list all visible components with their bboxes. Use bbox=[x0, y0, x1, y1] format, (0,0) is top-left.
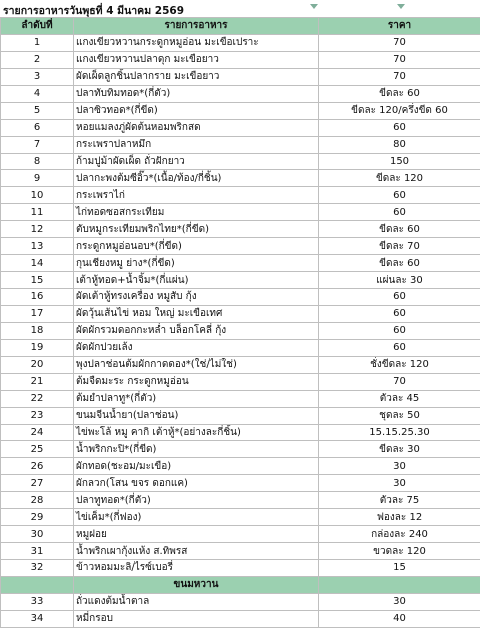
cell-price[interactable]: 15.15.25.30 bbox=[319, 424, 480, 441]
cell-no[interactable]: 24 bbox=[1, 424, 74, 441]
table-row bbox=[1, 153, 480, 170]
cell-item[interactable]: ไข่พะโล้ หมู คากิ เต้าหู้*(อย่างละกี่ชิ้น) bbox=[74, 424, 319, 441]
cell-item[interactable]: ผัดวุ้นเส้นไข่ หอม ใหญ่ มะเขือเทศ bbox=[74, 305, 319, 322]
cell-item[interactable]: ผัดผักรวมดอกกะหล่ำ บล็อกโคลี่ กุ้ง bbox=[74, 322, 319, 339]
cell-item[interactable]: ต้มยำปลาทู*(กี่ตัว) bbox=[74, 390, 319, 407]
cell-price[interactable]: 70 bbox=[319, 34, 480, 51]
cell-no[interactable]: 11 bbox=[1, 204, 74, 221]
cell-item[interactable]: ผัดเต้าหู้ทรงเครื่อง หมูสับ กุ้ง bbox=[74, 289, 319, 306]
section-title[interactable]: ขนมหวาน bbox=[74, 576, 319, 593]
table-row bbox=[1, 204, 480, 221]
cell-no[interactable]: 3 bbox=[1, 68, 74, 85]
cell-item[interactable]: หอยแมลงภู่ผัดต้นหอมพริกสด bbox=[74, 119, 319, 136]
table-row bbox=[1, 373, 480, 390]
cell-item[interactable]: ผักทอด(ชะอม/มะเขือ) bbox=[74, 458, 319, 475]
table-row bbox=[1, 458, 480, 475]
cell-price[interactable]: 15 bbox=[319, 560, 480, 577]
table-row bbox=[1, 390, 480, 407]
cell-price[interactable]: ขีดละ 60 bbox=[319, 221, 480, 238]
cell-item[interactable]: ก้ามปูม้าผัดเผ็ด ถั่วฝักยาว bbox=[74, 153, 319, 170]
cell-no[interactable]: 6 bbox=[1, 119, 74, 136]
cell-no[interactable]: 4 bbox=[1, 85, 74, 102]
cell-price[interactable]: แผ่นละ 30 bbox=[319, 272, 480, 289]
cell-price[interactable]: ขีดละ 120 bbox=[319, 170, 480, 187]
cell-no[interactable]: 15 bbox=[1, 272, 74, 289]
cell-item[interactable]: กุนเชียงหมู ย่าง*(กี่ขีด) bbox=[74, 255, 319, 272]
cell-no[interactable]: 2 bbox=[1, 51, 74, 68]
cell-item[interactable]: ปลากะพงต้มซีอิ๊ว*(เนื้อ/ท้อง/กี่ชิ้น) bbox=[74, 170, 319, 187]
cell-price[interactable]: 30 bbox=[319, 458, 480, 475]
cell-no[interactable]: 34 bbox=[1, 610, 74, 627]
cell-price[interactable]: 60 bbox=[319, 305, 480, 322]
cell-price[interactable]: ตัวละ 75 bbox=[319, 492, 480, 509]
cell-price[interactable]: 70 bbox=[319, 68, 480, 85]
cell-item[interactable]: เต้าหู้ทอด+น้ำจิ้ม*(กี่แผ่น) bbox=[74, 272, 319, 289]
cell-price[interactable]: 60 bbox=[319, 322, 480, 339]
menu-table bbox=[0, 17, 480, 628]
cell-no[interactable]: 5 bbox=[1, 102, 74, 119]
cell-price[interactable]: กล่องละ 240 bbox=[319, 526, 480, 543]
cell-no[interactable]: 30 bbox=[1, 526, 74, 543]
table-row bbox=[1, 475, 480, 492]
cell-price[interactable]: 80 bbox=[319, 136, 480, 153]
cell-item[interactable]: ปลาทับทิมทอด*(กี่ตัว) bbox=[74, 85, 319, 102]
section-blank[interactable] bbox=[1, 576, 74, 593]
table-row bbox=[1, 289, 480, 306]
table-row bbox=[1, 322, 480, 339]
cell-price[interactable]: 60 bbox=[319, 119, 480, 136]
cell-price[interactable]: 60 bbox=[319, 289, 480, 306]
cell-price[interactable]: ตัวละ 45 bbox=[319, 390, 480, 407]
table-row bbox=[1, 34, 480, 51]
cell-item[interactable]: กระเพราไก่ bbox=[74, 187, 319, 204]
cell-price[interactable]: 150 bbox=[319, 153, 480, 170]
cell-no[interactable]: 20 bbox=[1, 356, 74, 373]
cell-price[interactable]: ขีดละ 120/ครึ่งขีด 60 bbox=[319, 102, 480, 119]
cell-item[interactable]: น้ำพริกกะปิ*(กี่ขีด) bbox=[74, 441, 319, 458]
filter-dropdown-icon[interactable] bbox=[310, 4, 318, 9]
cell-item[interactable]: ปลาทูทอด*(กี่ตัว) bbox=[74, 492, 319, 509]
cell-no[interactable]: 18 bbox=[1, 322, 74, 339]
section-row bbox=[1, 576, 480, 593]
table-row bbox=[1, 51, 480, 68]
cell-no[interactable]: 27 bbox=[1, 475, 74, 492]
cell-no[interactable]: 29 bbox=[1, 509, 74, 526]
table-row bbox=[1, 424, 480, 441]
cell-item[interactable]: ขนมจีนน้ำยา(ปลาช่อน) bbox=[74, 407, 319, 424]
cell-item[interactable]: ถั่วแดงต้มน้ำตาล bbox=[74, 593, 319, 610]
cell-item[interactable]: หมูฝอย bbox=[74, 526, 319, 543]
cell-price[interactable]: 40 bbox=[319, 610, 480, 627]
cell-price[interactable]: ขีดละ 60 bbox=[319, 85, 480, 102]
cell-no[interactable]: 22 bbox=[1, 390, 74, 407]
cell-price[interactable]: ขีดละ 70 bbox=[319, 238, 480, 255]
table-row bbox=[1, 339, 480, 356]
cell-price[interactable]: ขวดละ 120 bbox=[319, 543, 480, 560]
cell-item[interactable]: ผัดผักปวยเล้ง bbox=[74, 339, 319, 356]
cell-price[interactable]: 70 bbox=[319, 373, 480, 390]
cell-item[interactable]: ผัดเผ็ดลูกชิ้นปลากราย มะเขือยาว bbox=[74, 68, 319, 85]
table-row bbox=[1, 543, 480, 560]
cell-no[interactable]: 32 bbox=[1, 560, 74, 577]
cell-no[interactable]: 14 bbox=[1, 255, 74, 272]
table-row bbox=[1, 356, 480, 373]
table-row bbox=[1, 170, 480, 187]
cell-item[interactable]: ปลาซิวทอด*(กี่ขีด) bbox=[74, 102, 319, 119]
table-row bbox=[1, 610, 480, 627]
cell-item[interactable]: ผักลวก(โสน ขจร ดอกแค) bbox=[74, 475, 319, 492]
table-row bbox=[1, 136, 480, 153]
cell-item[interactable]: ตับหมูกระเทียมพริกไทย*(กี่ขีด) bbox=[74, 221, 319, 238]
cell-no[interactable]: 10 bbox=[1, 187, 74, 204]
cell-item[interactable]: น้ำพริกเผากุ้งแห้ง ส.ทิพรส bbox=[74, 543, 319, 560]
table-row bbox=[1, 441, 480, 458]
cell-item[interactable]: แกงเขียวหวานปลาดุก มะเขือยาว bbox=[74, 51, 319, 68]
table-row bbox=[1, 560, 480, 577]
cell-price[interactable]: ชุดละ 50 bbox=[319, 407, 480, 424]
table-row bbox=[1, 305, 480, 322]
cell-price[interactable]: ชั่งขีดละ 120 bbox=[319, 356, 480, 373]
cell-price[interactable]: ขีดละ 30 bbox=[319, 441, 480, 458]
table-row bbox=[1, 102, 480, 119]
table-row bbox=[1, 187, 480, 204]
cell-no[interactable]: 7 bbox=[1, 136, 74, 153]
cell-price[interactable]: 60 bbox=[319, 187, 480, 204]
cell-no[interactable]: 8 bbox=[1, 153, 74, 170]
cell-no[interactable]: 17 bbox=[1, 305, 74, 322]
header-no[interactable]: ลำดับที่ bbox=[1, 18, 74, 35]
header-row bbox=[1, 18, 480, 35]
cell-price[interactable]: 30 bbox=[319, 593, 480, 610]
cell-no[interactable]: 26 bbox=[1, 458, 74, 475]
cell-price[interactable]: ขีดละ 60 bbox=[319, 255, 480, 272]
cell-no[interactable]: 31 bbox=[1, 543, 74, 560]
cell-no[interactable]: 13 bbox=[1, 238, 74, 255]
table-row bbox=[1, 85, 480, 102]
section-blank[interactable] bbox=[319, 576, 480, 593]
sheet-title: รายการอาหารวันพุธที่ 4 มีนาคม 2569 bbox=[3, 5, 185, 17]
cell-no[interactable]: 16 bbox=[1, 289, 74, 306]
header-item[interactable]: รายการอาหาร bbox=[74, 18, 319, 35]
cell-no[interactable]: 19 bbox=[1, 339, 74, 356]
header-price[interactable]: ราคา bbox=[319, 18, 480, 35]
cell-item[interactable]: แกงเขียวหวานกระดูกหมูอ่อน มะเขือเปราะ bbox=[74, 34, 319, 51]
table-row bbox=[1, 407, 480, 424]
table-row bbox=[1, 593, 480, 610]
table-row bbox=[1, 119, 480, 136]
cell-no[interactable]: 23 bbox=[1, 407, 74, 424]
cell-no[interactable]: 12 bbox=[1, 221, 74, 238]
cell-item[interactable]: ไก่ทอดซอสกระเทียม bbox=[74, 204, 319, 221]
table-row bbox=[1, 68, 480, 85]
cell-item[interactable]: ไข่เค็ม*(กี่ฟอง) bbox=[74, 509, 319, 526]
cell-no[interactable]: 1 bbox=[1, 34, 74, 51]
table-row bbox=[1, 255, 480, 272]
cell-no[interactable]: 9 bbox=[1, 170, 74, 187]
title-row bbox=[0, 0, 480, 18]
cell-item[interactable]: กระเพราปลาหมึก bbox=[74, 136, 319, 153]
cell-no[interactable]: 33 bbox=[1, 593, 74, 610]
cell-price[interactable]: 60 bbox=[319, 339, 480, 356]
cell-item[interactable]: พุงปลาช่อนต้มผักกาดดอง*(ใช่/ไม่ใช่) bbox=[74, 356, 319, 373]
table-row bbox=[1, 238, 480, 255]
table-row bbox=[1, 272, 480, 289]
cell-price[interactable]: 30 bbox=[319, 475, 480, 492]
table-row bbox=[1, 492, 480, 509]
cell-price[interactable]: 60 bbox=[319, 204, 480, 221]
cell-item[interactable]: กระดูกหมูอ่อนอบ*(กี่ขีด) bbox=[74, 238, 319, 255]
cell-no[interactable]: 25 bbox=[1, 441, 74, 458]
cell-item[interactable]: ต้มจืดมะระ กระดูกหมูอ่อน bbox=[74, 373, 319, 390]
table-row bbox=[1, 221, 480, 238]
cell-no[interactable]: 28 bbox=[1, 492, 74, 509]
cell-price[interactable]: 70 bbox=[319, 51, 480, 68]
cell-no[interactable]: 21 bbox=[1, 373, 74, 390]
cell-price[interactable]: ฟองละ 12 bbox=[319, 509, 480, 526]
cell-item[interactable]: ข้าวหอมมะลิ/ไรซ์เบอรี่ bbox=[74, 560, 319, 577]
table-row bbox=[1, 526, 480, 543]
cell-item[interactable]: หมี่กรอบ bbox=[74, 610, 319, 627]
filter-dropdown-icon[interactable] bbox=[397, 4, 405, 9]
table-row bbox=[1, 509, 480, 526]
